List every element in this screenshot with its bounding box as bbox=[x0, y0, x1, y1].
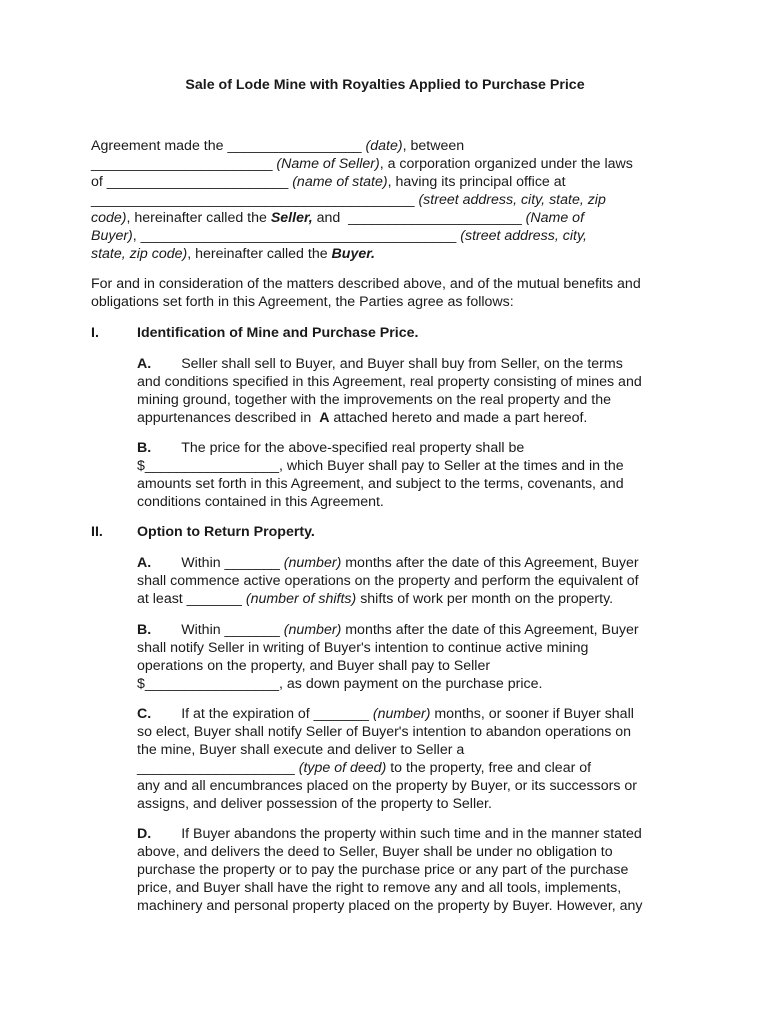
text-run: months after the date of this Agreement, Buyer bbox=[341, 555, 639, 571]
preamble-line bbox=[91, 173, 566, 191]
text-run: of bbox=[91, 174, 107, 190]
document-title: Sale of Lode Mine with Royalties Applied to Purchase Price bbox=[185, 77, 585, 93]
consideration-line: obligations set forth in this Agreement, the Parties agree as follows: bbox=[91, 294, 514, 310]
preamble-line bbox=[91, 155, 633, 173]
paragraph-line bbox=[137, 795, 492, 813]
text-run: price, and Buyer shall have the right to remove any and all tools, implements, bbox=[137, 880, 622, 896]
paragraph-line bbox=[137, 621, 639, 639]
text-run: attached hereto and made a part hereof. bbox=[329, 410, 588, 426]
text-run: , between bbox=[402, 138, 465, 154]
text-run: mining ground, together with the improvements on the real property and the bbox=[137, 392, 611, 408]
text-run: (name of state) bbox=[292, 174, 388, 190]
paragraph-line bbox=[137, 741, 464, 759]
paragraph-line bbox=[137, 639, 588, 657]
paragraph-line bbox=[137, 391, 611, 409]
text-run: A bbox=[319, 410, 330, 426]
text-run: (street address, city, state, zip bbox=[418, 192, 606, 208]
text-run: (date) bbox=[365, 138, 403, 154]
text-run: If Buyer abandons the property within such time and in the manner stated bbox=[181, 826, 642, 842]
paragraph-line bbox=[137, 554, 639, 572]
paragraph-line bbox=[137, 843, 613, 861]
text-run: purchase the property or to pay the purchase price or any part of the purchase bbox=[137, 862, 629, 878]
text-run: code) bbox=[91, 210, 127, 226]
paragraph-line bbox=[137, 723, 631, 741]
preamble-line bbox=[91, 137, 464, 155]
text-run: operations on the property, and Buyer shall pay to Seller bbox=[137, 658, 491, 674]
text-run: Within _______ bbox=[181, 622, 284, 638]
paragraph-label: A. bbox=[137, 356, 152, 372]
preamble-line bbox=[91, 191, 606, 209]
text-run: , ________________________________________ bbox=[132, 228, 461, 244]
preamble-line bbox=[91, 245, 375, 263]
text-run: machinery and personal property placed on the property by Buyer. However, any bbox=[137, 898, 643, 914]
text-run: Buyer) bbox=[91, 228, 133, 244]
text-run: Within _______ bbox=[181, 555, 284, 571]
section-number: I. bbox=[91, 325, 99, 341]
text-run: and conditions specified in this Agreement, real property consisting of mines and bbox=[137, 374, 642, 390]
text-run: _________________ bbox=[227, 138, 366, 154]
text-run: (number of shifts) bbox=[245, 591, 357, 607]
text-run: shall commence active operations on the property and perform the equivalent of bbox=[137, 573, 639, 589]
text-run: If at the expiration of _______ bbox=[181, 706, 373, 722]
text-run: (number) bbox=[283, 622, 342, 638]
paragraph-line bbox=[137, 439, 524, 457]
text-run: months after the date of this Agreement, Buyer bbox=[341, 622, 639, 638]
text-run: above, and delivers the deed to Seller, Buyer shall be under no obligation to bbox=[137, 844, 613, 860]
text-run: , hereinafter called the bbox=[187, 246, 332, 262]
paragraph-line bbox=[137, 475, 624, 493]
paragraph-line bbox=[137, 409, 587, 427]
consideration-line: For and in consideration of the matters described above, and of the mutual benefits and bbox=[91, 276, 641, 292]
paragraph-line bbox=[137, 705, 634, 723]
text-run: amounts set forth in this Agreement, and subject to the terms, covenants, and bbox=[137, 476, 624, 492]
section-heading: Option to Return Property. bbox=[137, 524, 315, 540]
paragraph-line bbox=[137, 373, 642, 391]
text-run: to the property, free and clear of bbox=[386, 760, 592, 776]
text-run: conditions contained in this Agreement. bbox=[137, 494, 384, 510]
preamble-line bbox=[91, 209, 584, 227]
text-run: Buyer. bbox=[331, 246, 375, 262]
text-run: shall notify Seller in writing of Buyer's intention to continue active mining bbox=[137, 640, 589, 656]
text-run: Seller shall sell to Buyer, and Buyer shall buy from Seller, on the terms bbox=[181, 356, 623, 372]
paragraph-line bbox=[137, 675, 542, 693]
text-run: (number) bbox=[372, 706, 431, 722]
paragraph-label: B. bbox=[137, 622, 152, 638]
text-run: (number) bbox=[283, 555, 342, 571]
paragraph-label: C. bbox=[137, 706, 152, 722]
paragraph-line bbox=[137, 825, 642, 843]
text-run: , having its principal office at bbox=[387, 174, 566, 190]
text-run: , hereinafter called the bbox=[126, 210, 271, 226]
paragraph-line bbox=[137, 897, 643, 915]
paragraph-line bbox=[137, 861, 628, 879]
text-run: months, or sooner if Buyer shall bbox=[430, 706, 634, 722]
paragraph-line bbox=[137, 590, 613, 608]
paragraph-line bbox=[137, 879, 621, 897]
text-run: shifts of work per month on the property. bbox=[356, 591, 614, 607]
paragraph-label: B. bbox=[137, 440, 152, 456]
text-run: $_________________, which Buyer shall pay to Seller at the times and in the bbox=[137, 458, 624, 474]
paragraph-label: A. bbox=[137, 555, 152, 571]
text-run: (Name of Seller) bbox=[276, 156, 380, 172]
text-run: any and all encumbrances placed on the property by Buyer, or its successors or bbox=[137, 778, 637, 794]
text-run: state, zip code) bbox=[91, 246, 188, 262]
section-number: II. bbox=[91, 524, 103, 540]
paragraph-line bbox=[137, 355, 623, 373]
text-run: _______________________ bbox=[91, 156, 277, 172]
paragraph-line bbox=[137, 657, 490, 675]
text-run: , a corporation organized under the laws bbox=[379, 156, 633, 172]
text-run: at least _______ bbox=[137, 591, 246, 607]
text-run: _________________________________________ bbox=[91, 192, 419, 208]
text-run: the mine, Buyer shall execute and deliver to Seller a bbox=[137, 742, 465, 758]
text-run: (type of deed) bbox=[298, 760, 387, 776]
paragraph-line bbox=[137, 777, 637, 795]
text-run: $_________________, as down payment on the purchase price. bbox=[137, 676, 543, 692]
text-run: Seller, bbox=[270, 210, 313, 226]
paragraph-line bbox=[137, 759, 591, 777]
paragraph-line bbox=[137, 493, 384, 511]
text-run: appurtenances described in bbox=[137, 410, 320, 426]
text-run: Agreement made the bbox=[91, 138, 228, 154]
text-run: assigns, and deliver possession of the property to Seller. bbox=[137, 796, 492, 812]
paragraph-line bbox=[137, 572, 639, 590]
text-run: The price for the above-specified real property shall be bbox=[181, 440, 525, 456]
paragraph-line bbox=[137, 457, 624, 475]
text-run: (street address, city, bbox=[460, 228, 587, 244]
preamble-line bbox=[91, 227, 587, 245]
text-run: (Name of bbox=[525, 210, 585, 226]
text-run: and ______________________ bbox=[312, 210, 526, 226]
text-run: so elect, Buyer shall notify Seller of Buyer's intention to abandon operations on bbox=[137, 724, 632, 740]
paragraph-label: D. bbox=[137, 826, 152, 842]
section-heading: Identification of Mine and Purchase Price. bbox=[137, 325, 419, 341]
text-run: ____________________ bbox=[137, 760, 299, 776]
text-run: _______________________ bbox=[106, 174, 293, 190]
